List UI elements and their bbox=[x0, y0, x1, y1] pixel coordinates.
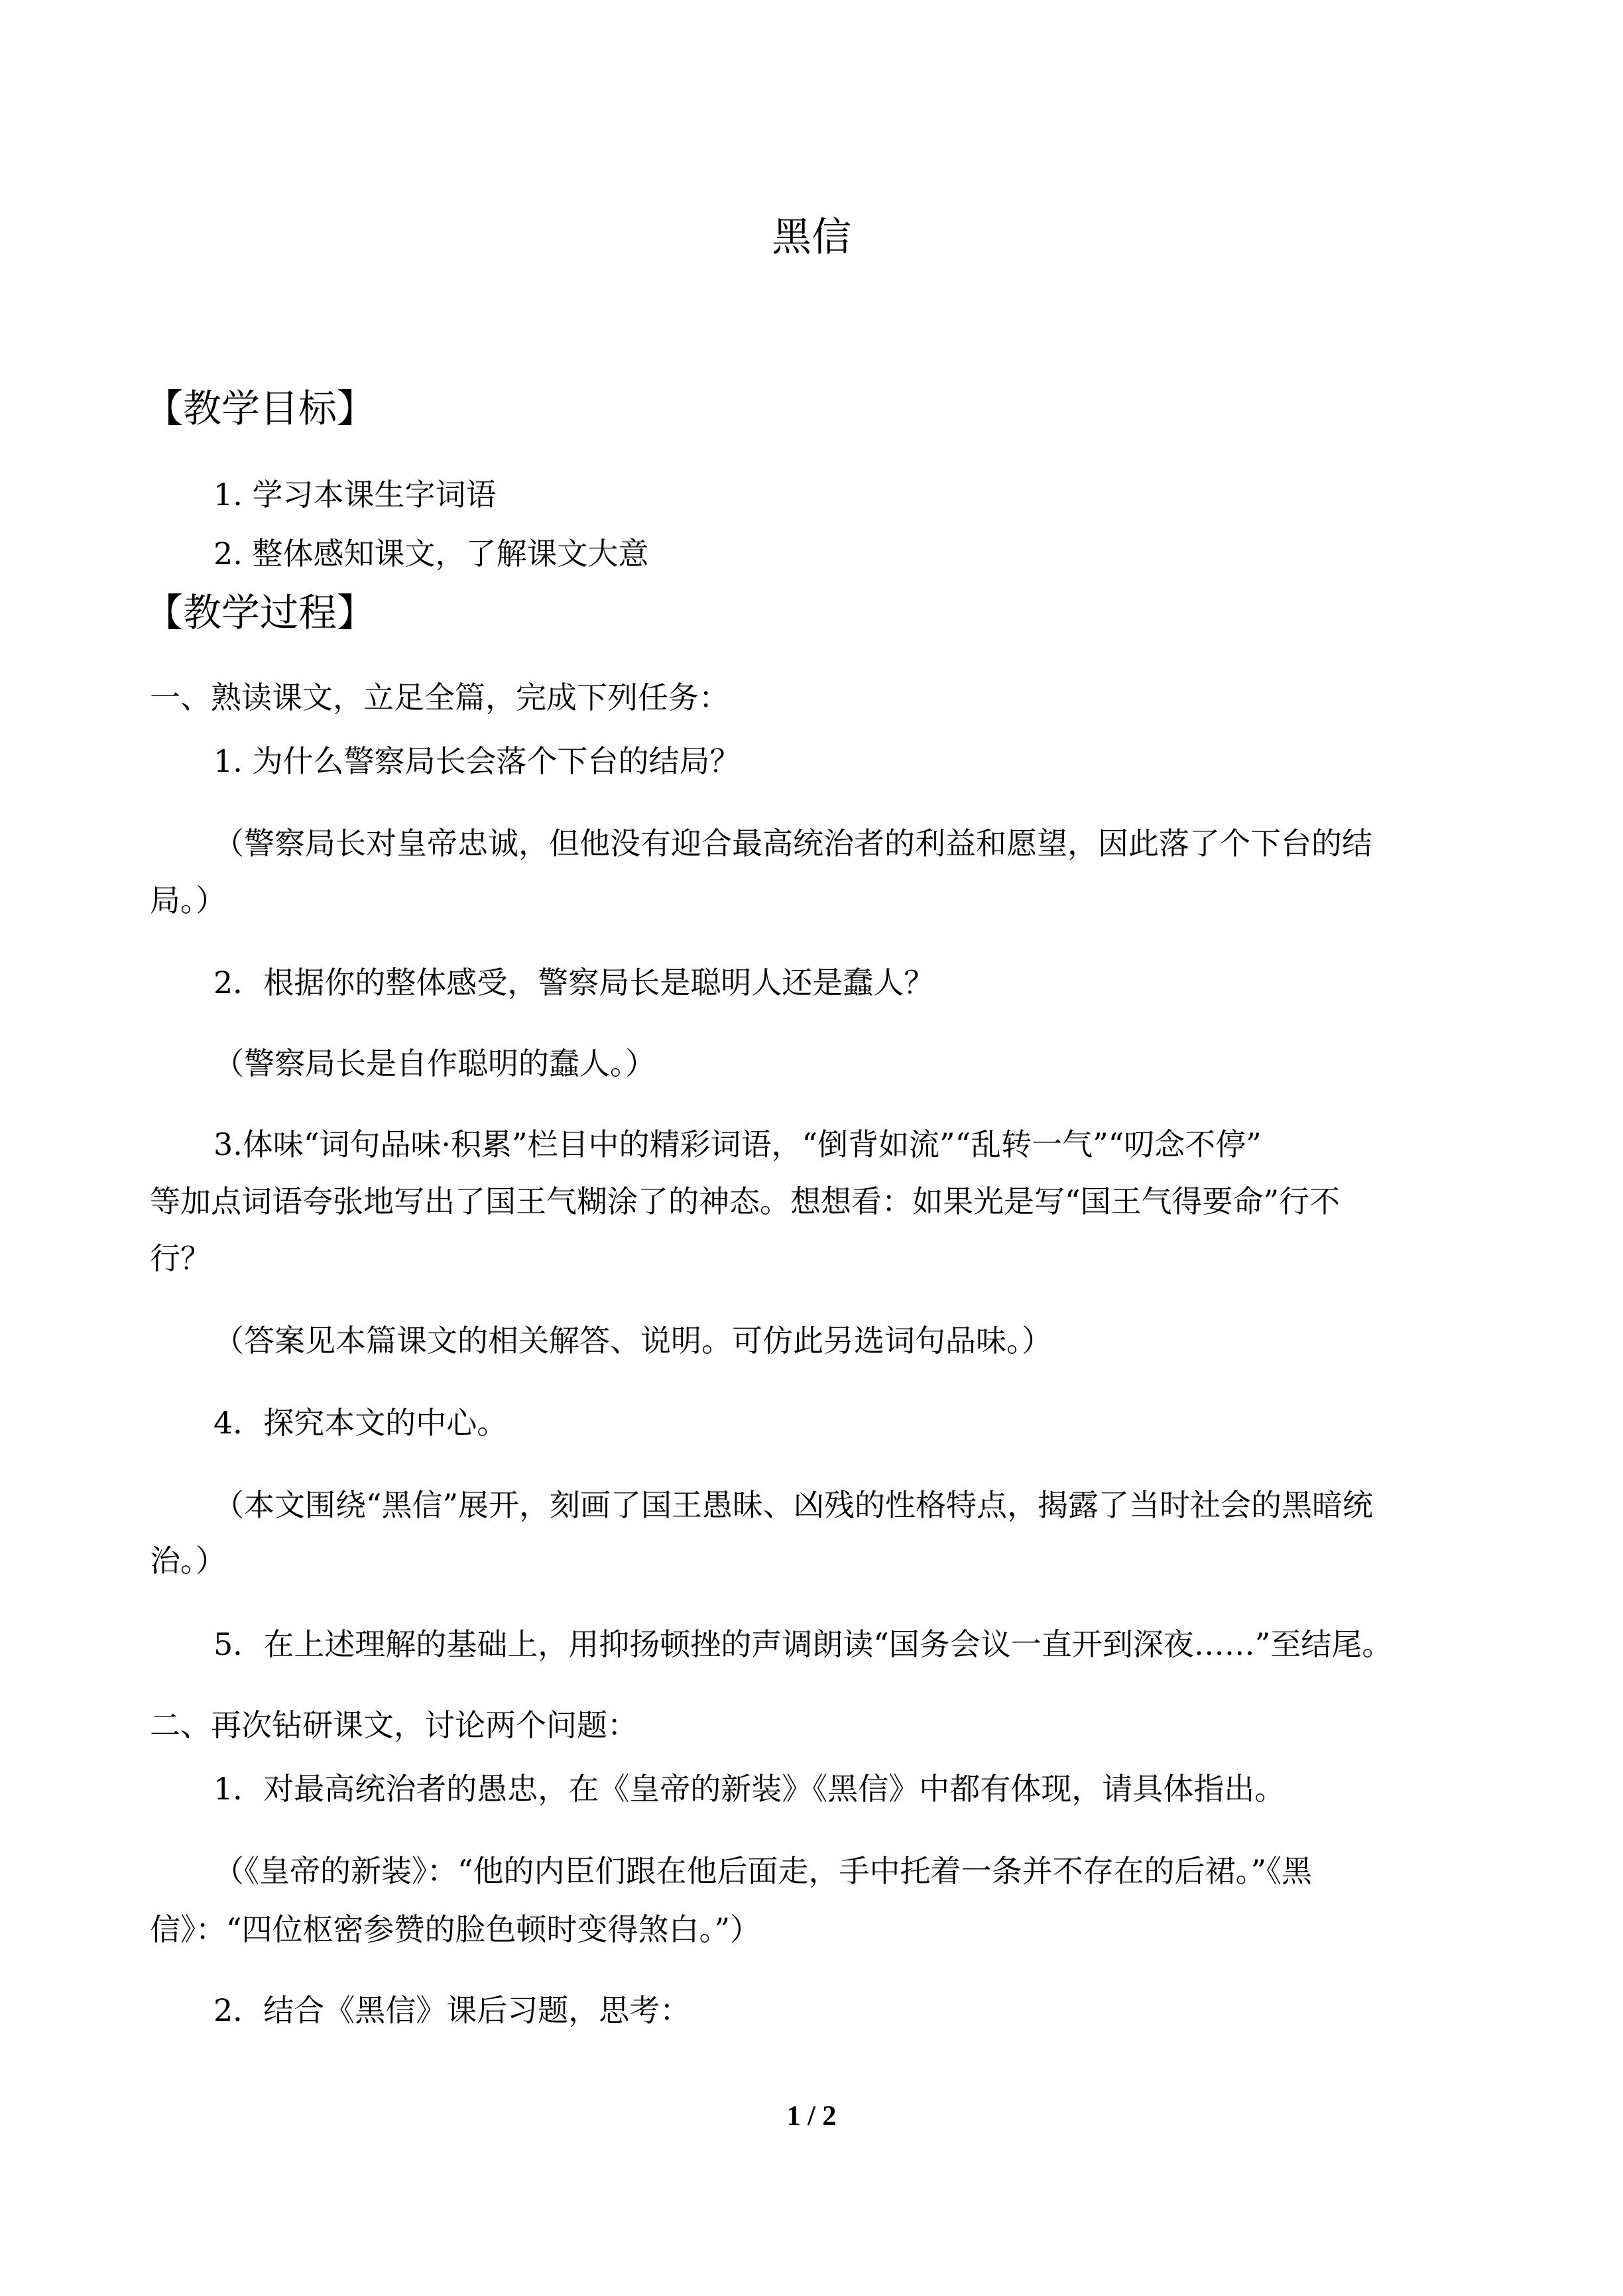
answer-4-line-2: 治。） bbox=[150, 1543, 226, 1579]
question-3-line-2: 等加点词语夸张地写出了国王气糊涂了的神态。想想看：如果光是写“国王气得要命”行不 bbox=[150, 1183, 1341, 1219]
section-two-answer-1-line-1: （《皇帝的新装》：“他的内臣们跟在他后面走，手中托着一条并不存在的后裙。”《黑 bbox=[213, 1853, 1313, 1889]
page-number: 1 / 2 bbox=[786, 2101, 837, 2132]
answer-1-line-2: 局。） bbox=[150, 882, 226, 918]
question-5: 5．在上述理解的基础上，用抑扬顿挫的声调朗读“国务会议一直开到深夜……”至结尾。 bbox=[213, 1626, 1393, 1662]
answer-1-line-1: （警察局长对皇帝忠诚，但他没有迎合最高统治者的利益和愿望，因此落了个下台的结 bbox=[213, 825, 1372, 861]
question-2: 2．根据你的整体感受，警察局长是聪明人还是蠢人？ bbox=[213, 965, 935, 1000]
section-two-answer-1-line-2: 信》：“四位枢密参赞的脸色顿时变得煞白。”） bbox=[150, 1911, 761, 1947]
section-one-heading: 一、熟读课文，立足全篇，完成下列任务： bbox=[150, 680, 729, 715]
answer-2: （警察局长是自作聪明的蠢人。） bbox=[213, 1046, 656, 1081]
question-3-line-3: 行？ bbox=[150, 1240, 211, 1276]
question-1: 1. 为什么警察局长会落个下台的结局？ bbox=[213, 743, 741, 779]
section-two-heading: 二、再次钻研课文，讨论两个问题： bbox=[150, 1707, 638, 1743]
document-title: 黑信 bbox=[772, 214, 851, 261]
goal-item: 1. 学习本课生字词语 bbox=[213, 477, 497, 513]
question-3-line-1: 3.体味“词句品味·积累”栏目中的精彩词语，“倒背如流”“乱转一气”“叨念不停” bbox=[213, 1126, 1262, 1162]
question-4: 4．探究本文的中心。 bbox=[213, 1405, 508, 1441]
answer-4-line-1: （本文围绕“黑信”展开，刻画了国王愚昧、凶残的性格特点，揭露了当时社会的黑暗统 bbox=[213, 1487, 1374, 1523]
section-two-question-1: 1．对最高统治者的愚忠，在《皇帝的新装》《黑信》中都有体现，请具体指出。 bbox=[213, 1771, 1286, 1807]
goal-item: 2. 整体感知课文，了解课文大意 bbox=[213, 536, 649, 572]
section-two-question-2: 2．结合《黑信》课后习题，思考： bbox=[213, 1992, 691, 2028]
teaching-goals-heading: 【教学目标】 bbox=[145, 386, 376, 431]
answer-3: （答案见本篇课文的相关解答、说明。可仿此另选词句品味。） bbox=[213, 1323, 1052, 1359]
teaching-process-heading: 【教学过程】 bbox=[145, 590, 376, 635]
